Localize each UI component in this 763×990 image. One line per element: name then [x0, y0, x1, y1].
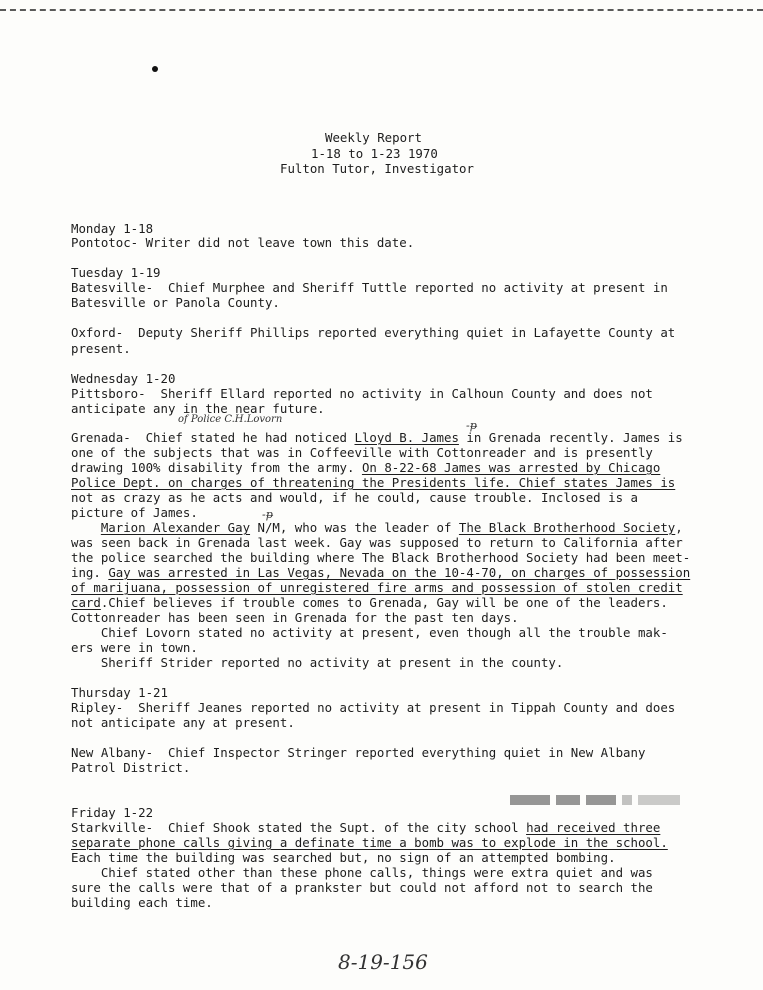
report-line: not anticipate any at present. [71, 715, 295, 730]
underlined-passage: had received three [526, 820, 661, 835]
handwritten-insert: of Police C.H.Lovorn [178, 414, 283, 425]
report-line: card.Chief believes if trouble comes to Grenada, Gay will be one of the leaders. [71, 595, 668, 610]
day-heading-thursday: Thursday 1-21 [71, 685, 168, 700]
report-line: building each time. [71, 895, 213, 910]
report-line: Pittsboro- Sheriff Ellard reported no activity in Calhoun County and does not [71, 386, 653, 401]
underlined-name: Marion Alexander Gay [100, 520, 251, 535]
handwritten-mark: -ᵽ [466, 419, 477, 432]
report-line: Sheriff Strider reported no activity at present in the county. [71, 655, 564, 670]
report-line: Batesville or Panola County. [71, 295, 280, 310]
underlined-passage: Gay was arrested in Las Vegas, Nevada on the 10-4-70, on charges of possession [108, 565, 691, 580]
underlined-passage: card [71, 595, 101, 610]
report-line: Batesville- Chief Murphee and Sheriff Tuttle reported no activity at present in [71, 280, 668, 295]
report-dates: 1-18 to 1-23 1970 [311, 146, 438, 161]
report-line: ers were in town. [71, 640, 198, 655]
smudged-stamp [510, 795, 680, 807]
handwritten-file-number: 8-19-156 [338, 950, 428, 974]
underlined-passage: Police Dept. on charges of threatening the Presidents life. Chief states James is [71, 475, 676, 490]
report-line: picture of James. [71, 505, 198, 520]
underlined-passage: On 8-22-68 James was arrested by Chicago [361, 460, 661, 475]
report-line: anticipate any in the near future. [71, 401, 325, 416]
report-line: Cottonreader has been seen in Grenada for the past ten days. [71, 610, 519, 625]
day-heading-wednesday: Wednesday 1-20 [71, 371, 176, 386]
report-line: Starkville- Chief Shook stated the Supt. of the city school had received three [71, 820, 661, 835]
report-line: ing. Gay was arrested in Las Vegas, Nevada on the 10-4-70, on charges of possession [71, 565, 691, 580]
top-border [0, 0, 763, 11]
report-line: Each time the building was searched but, no sign of an attempted bombing. [71, 850, 616, 865]
day-heading-friday: Friday 1-22 [71, 805, 154, 820]
underlined-name: The Black Brotherhood Society [458, 520, 676, 535]
report-line: Patrol District. [71, 760, 191, 775]
report-line: was seen back in Grenada last week. Gay was supposed to return to California after [71, 535, 683, 550]
report-line: New Albany- Chief Inspector Stringer reported everything quiet in New Albany [71, 745, 646, 760]
report-line: present. [71, 341, 131, 356]
report-line: of marijuana, possession of unregistered fire arms and possession of stolen credit [71, 580, 683, 595]
report-line: not as crazy as he acts and would, if he could, cause trouble. Inclosed is a [71, 490, 638, 505]
handwritten-mark: -ᵽ [262, 508, 273, 521]
report-line: separate phone calls giving a definate time a bomb was to explode in the school. [71, 835, 668, 850]
report-line: Grenada- Chief stated he had noticed Lloyd B. James in Grenada recently. James is [71, 430, 683, 445]
report-line [71, 475, 675, 490]
report-line: one of the subjects that was in Coffeeville with Cottonreader and is presently [71, 445, 653, 460]
day-heading-tuesday: Tuesday 1-19 [71, 265, 161, 280]
day-heading-monday: Monday 1-18 [71, 221, 154, 236]
report-line: the police searched the building where The Black Brotherhood Society had been meet- [71, 550, 691, 565]
report-line: Marion Alexander Gay N/M, who was the leader of The Black Brotherhood Society, [100, 520, 683, 535]
report-line: Oxford- Deputy Sheriff Phillips reported everything quiet in Lafayette County at [71, 325, 676, 340]
report-line: Pontotoc- Writer did not leave town this date. [71, 235, 415, 250]
report-title: Weekly Report [325, 130, 422, 145]
underlined-name: Lloyd B. James [354, 430, 459, 445]
report-line: Chief stated other than these phone calls, things were extra quiet and was [71, 865, 653, 880]
report-line: Ripley- Sheriff Jeanes reported no activity at present in Tippah County and does [71, 700, 676, 715]
report-author: Fulton Tutor, Investigator [280, 161, 474, 176]
report-line: sure the calls were that of a prankster but could not afford not to search the [71, 880, 653, 895]
report-line: drawing 100% disability from the army. On 8-22-68 James was arrested by Chicago [71, 460, 661, 475]
report-line: Chief Lovorn stated no activity at present, even though all the trouble mak- [71, 625, 668, 640]
punch-mark [152, 66, 158, 72]
